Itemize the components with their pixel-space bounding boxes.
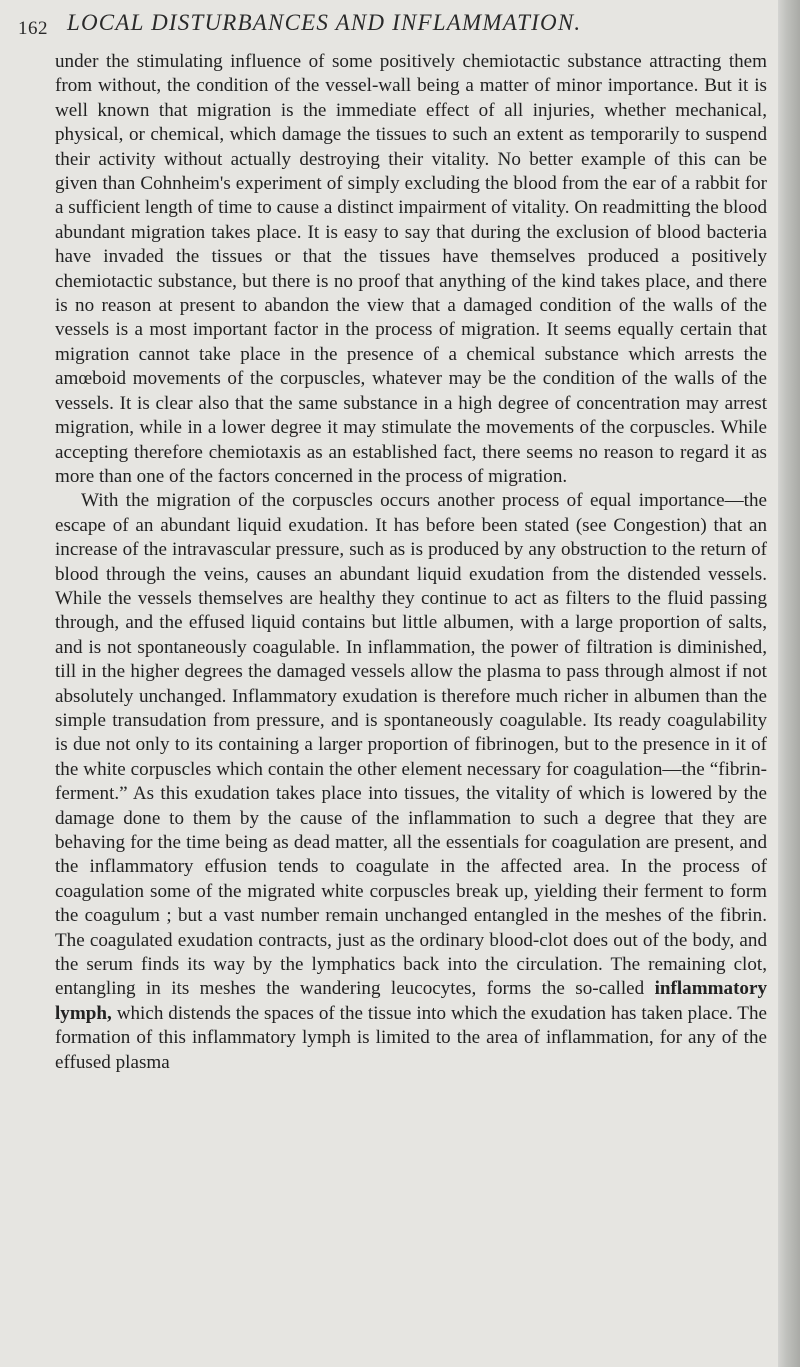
paragraph-2-text-after: which distends the spaces of the tissue into which the exudation has taken place. The formation of this inflammatory lymph is limited to the area of inflammation, for any of the effused plasma: [55, 1002, 767, 1073]
paragraph-2-text-before: With the migration of the corpuscles occurs another process of equal importance—the escape of an abundant liquid exudation. It has before been stated (see Congestion) that an increase of the intravascular pressure, such as is produced by any obstruction to the return of blood through the veins, causes an abundant liquid exudation from the distended vessels. While the vessels themselves are healthy they continue to act as filters to the fluid passing through, and the effused liquid contains but little albumen, with a large proportion of salts, and is not spontaneously coagulable. In inflammation, the power of filtration is diminished, till in the higher degrees the damaged vessels allow the plasma to pass through almost if not absolutely unchanged. Inflammatory exudation is therefore much richer in albumen than the simple transudation from pressure, and is spontaneously coagulable. Its ready coagulability is due not only to its containing a larger proportion of fibrinogen, but to the presence in it of the white corpuscles which contain the other element necessary for coagulation—the “fibrin-ferment.” As this exudation takes place into tissues, the vitality of which is lowered by the damage done to them by the cause of the inflammation to such a degree that they are behaving for the time being as dead matter, all the essentials for coagulation are present, and the inflammatory effusion tends to coagulate in the affected area. In the process of coagulation some of the migrated white corpuscles break up, yielding their ferment to form the coagulum ; but a vast number remain unchanged entangled in the meshes of the fibrin. The coagulated exudation contracts, just as the ordinary blood-clot does out of the body, and the serum finds its way by the lymphatics back into the circulation. The remaining clot, entangling in its meshes the wandering leucocytes, forms the so-called: [55, 490, 767, 1000]
paragraph-1: under the stimulating influence of some positively chemiotactic substance attracting them from without, the condition of the vessel-wall being a matter of minor importance. But it is well known that migration is the immediate effect of all injuries, whether mechanical, physical, or chemical, which damage the tissues to such an extent as temporarily to suspend their activity without actually destroying their vitality. No better example of this can be given than Cohnheim's experiment of simply excluding the blood from the ear of a rabbit for a sufficient length of time to cause a distinct impairment of vitality. On readmitting the blood abundant migration takes place. It is easy to say that during the exclusion of blood bacteria have invaded the tissues or that the tissues have themselves produced a positively chemiotactic substance, but there is no proof that anything of the kind takes place, and there is no reason at present to abandon the view that a damaged condition of the walls of the vessels is a most important factor in the process of migration. It seems equally certain that migration cannot take place in the presence of a chemical substance which arrests the amœboid movements of the corpuscles, whatever may be the condition of the walls of the vessels. It is clear also that the same substance in a high degree of concentration may arrest migration, while in a lower degree it may stimulate the movements of the corpuscles. While accepting therefore chemiotaxis as an established fact, there seems no reason to regard it as more than one of the factors concerned in the process of migration.: [55, 51, 767, 487]
page-number: 162: [18, 18, 48, 39]
body-text: [55, 50, 767, 1075]
paragraph-2: [55, 489, 767, 1075]
page-edge: [778, 0, 800, 1367]
running-head: LOCAL DISTURBANCES AND INFLAMMATION.: [67, 10, 582, 35]
page-header: [18, 6, 778, 40]
inflammatory-lymph-term: inflammatory lymph,: [55, 978, 767, 1024]
